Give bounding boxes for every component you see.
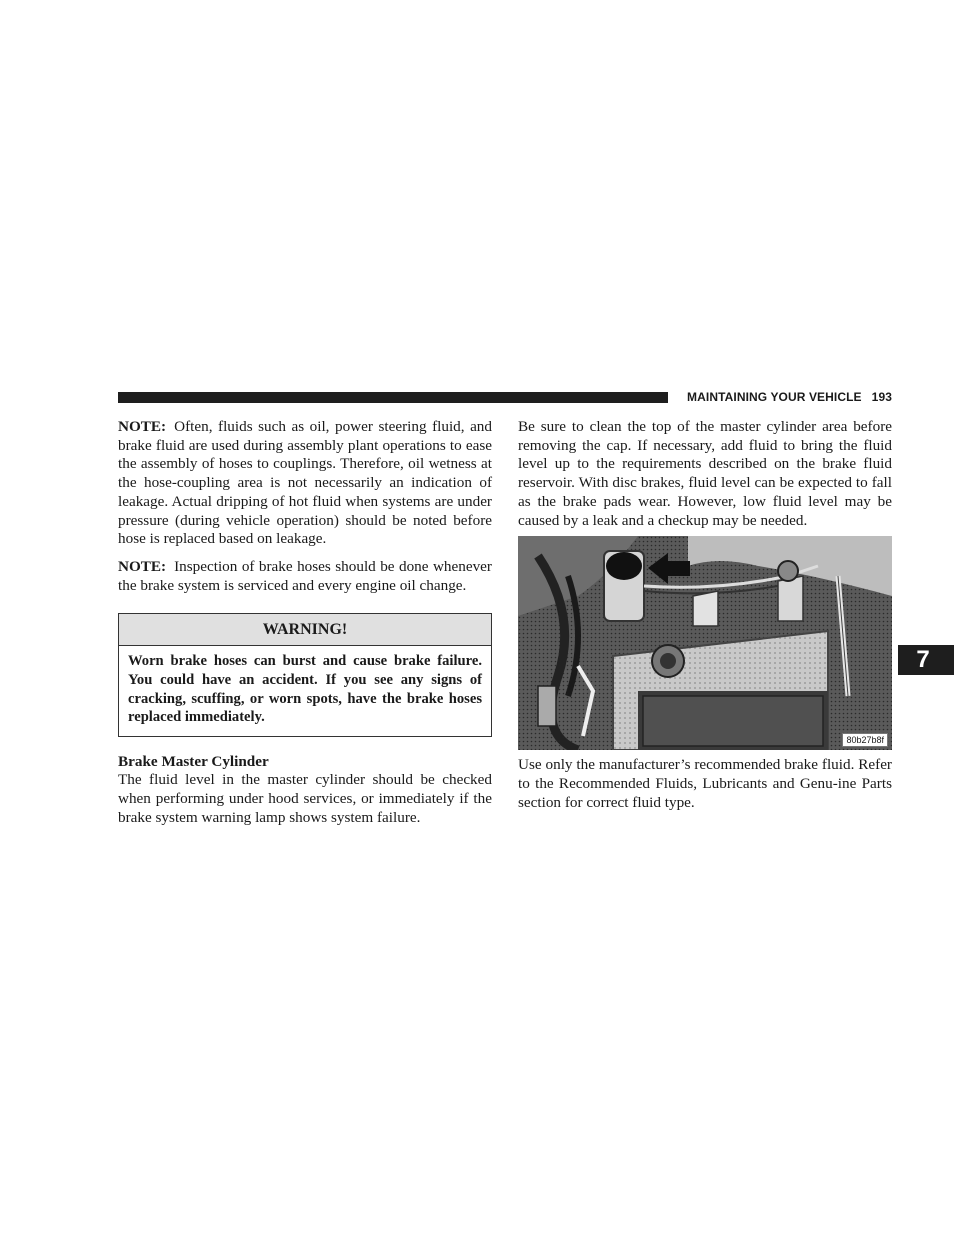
section-heading: Brake Master Cylinder	[118, 752, 269, 770]
note-paragraph-1	[118, 418, 492, 549]
header-rule	[118, 392, 668, 403]
right-column	[518, 418, 892, 812]
note-label: NOTE:	[118, 418, 167, 435]
warning-box	[118, 613, 492, 736]
left-column	[118, 418, 492, 828]
figure-code: 80b27b8f	[842, 733, 888, 747]
section-paragraph: The fluid level in the master cylinder should be checked when performing under hood services, or immediately if the brake system warning lamp shows system failure.	[118, 771, 492, 826]
master-cylinder-paragraph: Be sure to clean the top of the master cylinder area before removing the cap. If necessary, add fluid to bring the fluid level up to the requirements described on the brake fluid reservoir. With disc brakes, fluid level can be expected to fall as the brake pads wear. However, low fluid level may be caused by a leak and a checkup may be needed.	[518, 418, 892, 529]
running-header	[678, 390, 892, 404]
note-text: Inspection of brake hoses should be done whenever the brake system is serviced and every engine oil change.	[118, 557, 492, 594]
engine-bay-illustration	[518, 536, 892, 750]
photo-caption: Use only the manufacturer’s recommended brake fluid. Refer to the Recommended Fluids, Lubricants and Genu-ine Parts section for correct fluid type.	[518, 756, 892, 811]
page-number: 193	[871, 390, 892, 404]
note-text: Often, fluids such as oil, power steering fluid, and brake fluid are used during assembly plant operations to ease the assembly of hoses to couplings. Therefore, oil wetness at the hose-coupling area is not necessarily an indication of leakage. Actual dripping of hot fluid when systems are under pressure (during vehicle operation) should be noted before hose is replaced based on leakage.	[118, 418, 492, 548]
warning-title: WARNING!	[119, 614, 491, 646]
master-cylinder-photo	[518, 536, 892, 750]
header-section-title: MAINTAINING YOUR VEHICLE	[687, 390, 862, 404]
chapter-tab: 7	[898, 645, 954, 675]
note-label: NOTE:	[118, 557, 167, 575]
warning-text: Worn brake hoses can burst and cause brake failure. You could have an accident. If you see any signs of cracking, scuffing, or worn spots, have the brake hoses replaced immediately.	[128, 653, 482, 726]
note-paragraph-2	[118, 558, 492, 595]
